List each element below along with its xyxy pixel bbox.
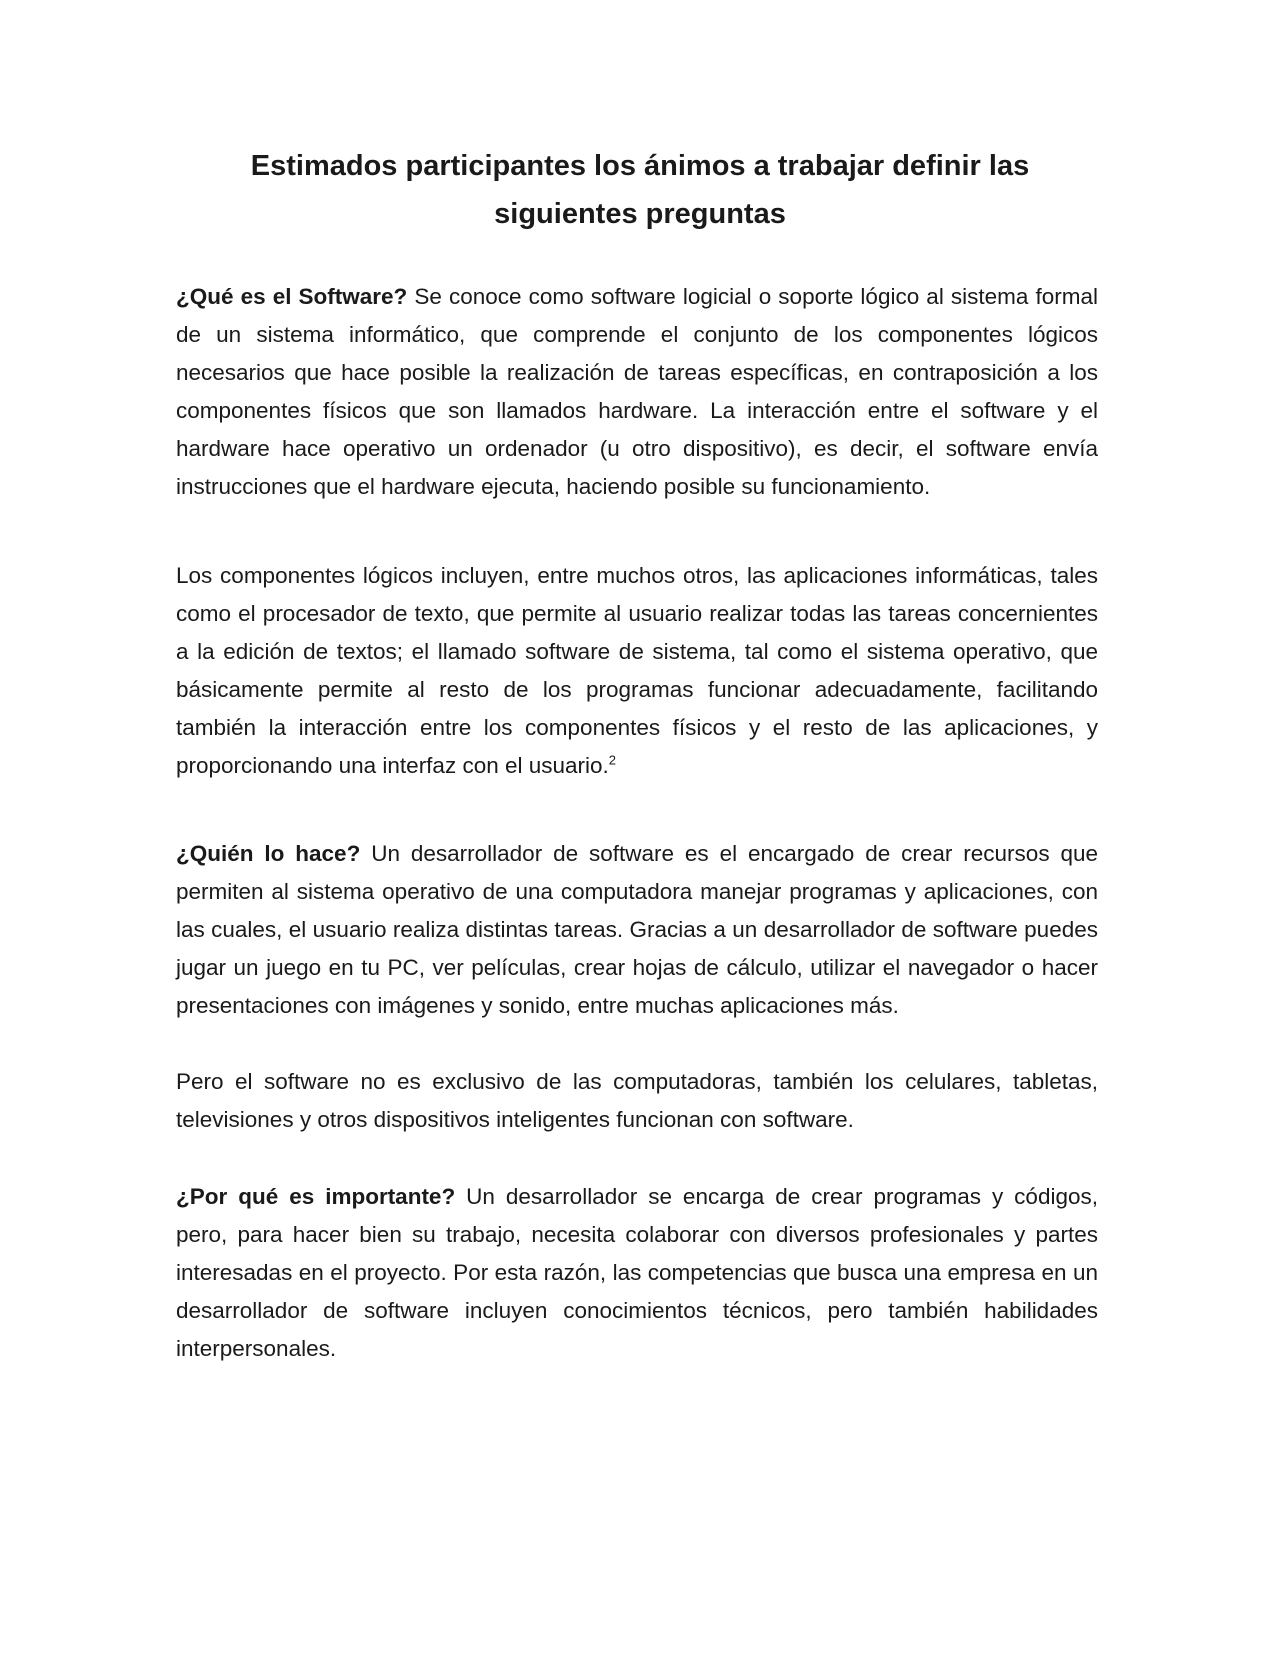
paragraph-why-important [176,1178,1098,1368]
logical-components-text: Los componentes lógicos incluyen, entre muchos otros, las aplicaciones informáticas, tales como el procesador de texto, que permite al usuario realizar todas las tareas concernientes a la edición de textos; el llamado software de sistema, tal como el sistema operativo, que básicamente permite al resto de los programas funcionar adecuadamente, facilitando también la interacción entre los componentes físicos y el resto de las aplicaciones, y proporcionando una interfaz con el usuario. [176,563,1098,778]
document-title: Estimados participantes los ánimos a trabajar definir las siguientes preguntas [250,150,1030,230]
question-what-is-software: ¿Qué es el Software? [176,284,408,309]
paragraph-logical-components [176,557,1098,785]
paragraph-not-exclusive [176,1063,1098,1139]
answer-what-is-software: Se conoce como software logicial o soporte lógico al sistema formal de un sistema informático, que comprende el conjunto de los componentes lógicos necesarios que hace posible la realización de tareas específicas, en contraposición a los componentes físicos que son llamados hardware. La interacción entre el software y el hardware hace operativo un ordenador (u otro dispositivo), es decir, el software envía instrucciones que el hardware ejecuta, haciendo posible su funcionamiento. [176,284,1099,499]
paragraph-who-does-it [176,835,1098,1025]
answer-who-does-it: Un desarrollador de software es el encargado de crear recursos que permiten al sistema operativo de una computadora manejar programas y aplicaciones, con las cuales, el usuario realiza distintas tareas. Gracias a un desarrollador de software puedes jugar un juego en tu PC, ver películas, crear hojas de cálculo, utilizar el navegador o hacer presentaciones con imágenes y sonido, entre muchas aplicaciones más. [176,841,1098,1018]
answer-why-important: Un desarrollador se encarga de crear programas y códigos, pero, para hacer bien su trabajo, necesita colaborar con diversos profesionales y partes interesadas en el proyecto. Por esta razón, las competencias que busca una empresa en un desarrollador de software incluyen conocimientos técnicos, pero también habilidades interpersonales. [176,1184,1098,1361]
question-who-does-it: ¿Quién lo hace? [176,841,361,866]
paragraph-what-is-software [176,278,1098,506]
footnote-marker: 2 [608,752,617,768]
question-why-important: ¿Por qué es importante? [176,1184,456,1209]
not-exclusive-text: Pero el software no es exclusivo de las computadoras, también los celulares, tabletas, televisiones y otros dispositivos inteligentes funcionan con software. [176,1069,1098,1132]
